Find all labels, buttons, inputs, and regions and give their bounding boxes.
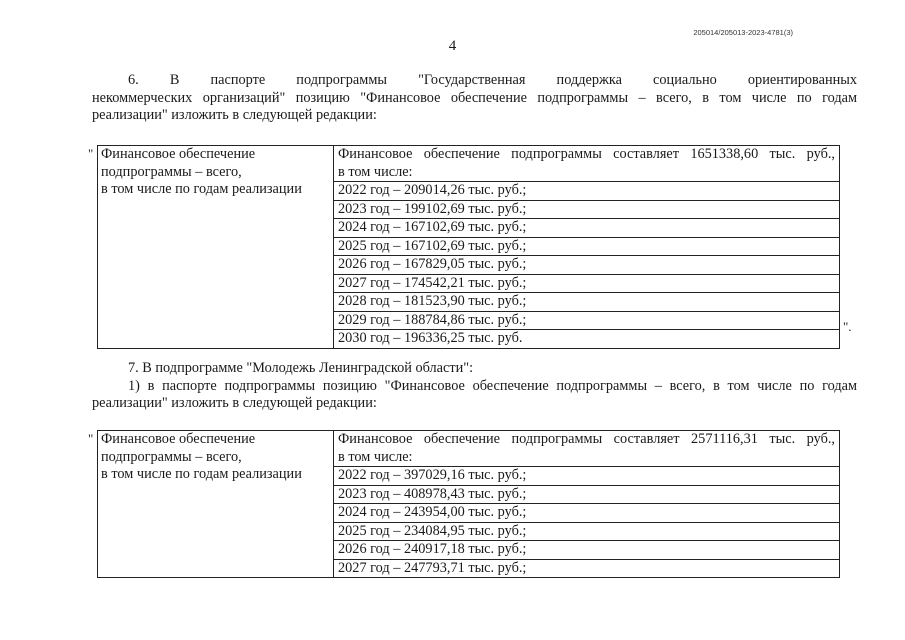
section-7-line-2: 1) в паспорте подпрограммы позицию "Финансовое обеспечение подпрограммы – всего, в том числе по годам — [128, 377, 857, 394]
table-1-year-row: 2029 год – 188784,86 тыс. руб.; — [338, 311, 527, 328]
table-1-year-row: 2024 год – 167102,69 тыс. руб.; — [338, 219, 527, 236]
table-2-year-row: 2027 год – 247793,71 тыс. руб.; — [338, 559, 527, 576]
table-2-right-cell — [334, 431, 840, 578]
table-2-year-row: 2025 год – 234084,95 тыс. руб.; — [338, 522, 527, 539]
table-2-year-row: 2026 год – 240917,18 тыс. руб.; — [338, 541, 527, 558]
table-2-intro: Финансовое обеспечение подпрограммы составляет 2571116,31 тыс. руб., — [338, 431, 835, 447]
table-1-year-row: 2028 год – 181523,90 тыс. руб.; — [338, 293, 527, 310]
table-1-year-row: 2025 год – 167102,69 тыс. руб.; — [338, 237, 527, 254]
section-6-paragraph — [92, 72, 857, 125]
table-2-left-line: подпрограммы – всего, — [101, 448, 242, 465]
table-1-left-line: в том числе по годам реализации — [101, 181, 302, 198]
section-7-line-1: 7. В подпрограмме "Молодежь Ленинградской области": — [128, 360, 474, 376]
page-number: 4 — [448, 38, 457, 54]
table-2-left-line: в том числе по годам реализации — [101, 466, 302, 483]
section-7-line-3: реализации" изложить в следующей редакции: — [92, 395, 377, 412]
table-2 — [97, 430, 840, 578]
table-1-year-row: 2026 год – 167829,05 тыс. руб.; — [338, 256, 527, 273]
section-7-paragraph — [92, 360, 857, 413]
section-6-line-2: некоммерческих организаций" позицию "Финансовое обеспечение подпрограммы – всего, в том числе по годам — [92, 89, 857, 106]
table-2-year-row: 2022 год – 397029,16 тыс. руб.; — [338, 467, 527, 484]
table-1-left-cell — [98, 146, 334, 349]
section-6-line-3: реализации" изложить в следующей редакции: — [92, 107, 377, 124]
table-1-intro: Финансовое обеспечение подпрограммы составляет 1651338,60 тыс. руб., — [338, 146, 835, 162]
table-2-left-cell — [98, 431, 334, 578]
table-2-intro-2: в том числе: — [338, 448, 413, 465]
table-2-year-row: 2023 год – 408978,43 тыс. руб.; — [338, 485, 527, 502]
table-1-year-row: 2027 год – 174542,21 тыс. руб.; — [338, 274, 527, 291]
table-1-open-quote: " — [88, 146, 94, 161]
table-1-right-cell — [334, 146, 840, 349]
table-1-left-line: Финансовое обеспечение — [101, 146, 256, 162]
table-2-open-quote: " — [88, 431, 94, 446]
table-1-intro-2: в том числе: — [338, 163, 413, 180]
section-6-line-1: 6. В паспорте подпрограммы "Государственная поддержка социально ориентированных — [128, 72, 857, 88]
table-1-close-quote: ". — [843, 319, 852, 334]
table-1 — [97, 145, 840, 349]
table-2-left-line: Финансовое обеспечение — [101, 431, 256, 447]
table-1-left-line: подпрограммы – всего, — [101, 163, 242, 180]
table-2-year-row: 2024 год – 243954,00 тыс. руб.; — [338, 504, 527, 521]
table-1-year-row: 2023 год – 199102,69 тыс. руб.; — [338, 200, 527, 217]
table-1-year-row: 2030 год – 196336,25 тыс. руб. — [338, 330, 523, 347]
document-id: 205014/205013-2023-4781(3) — [693, 28, 793, 37]
table-1-year-row: 2022 год – 209014,26 тыс. руб.; — [338, 182, 527, 199]
